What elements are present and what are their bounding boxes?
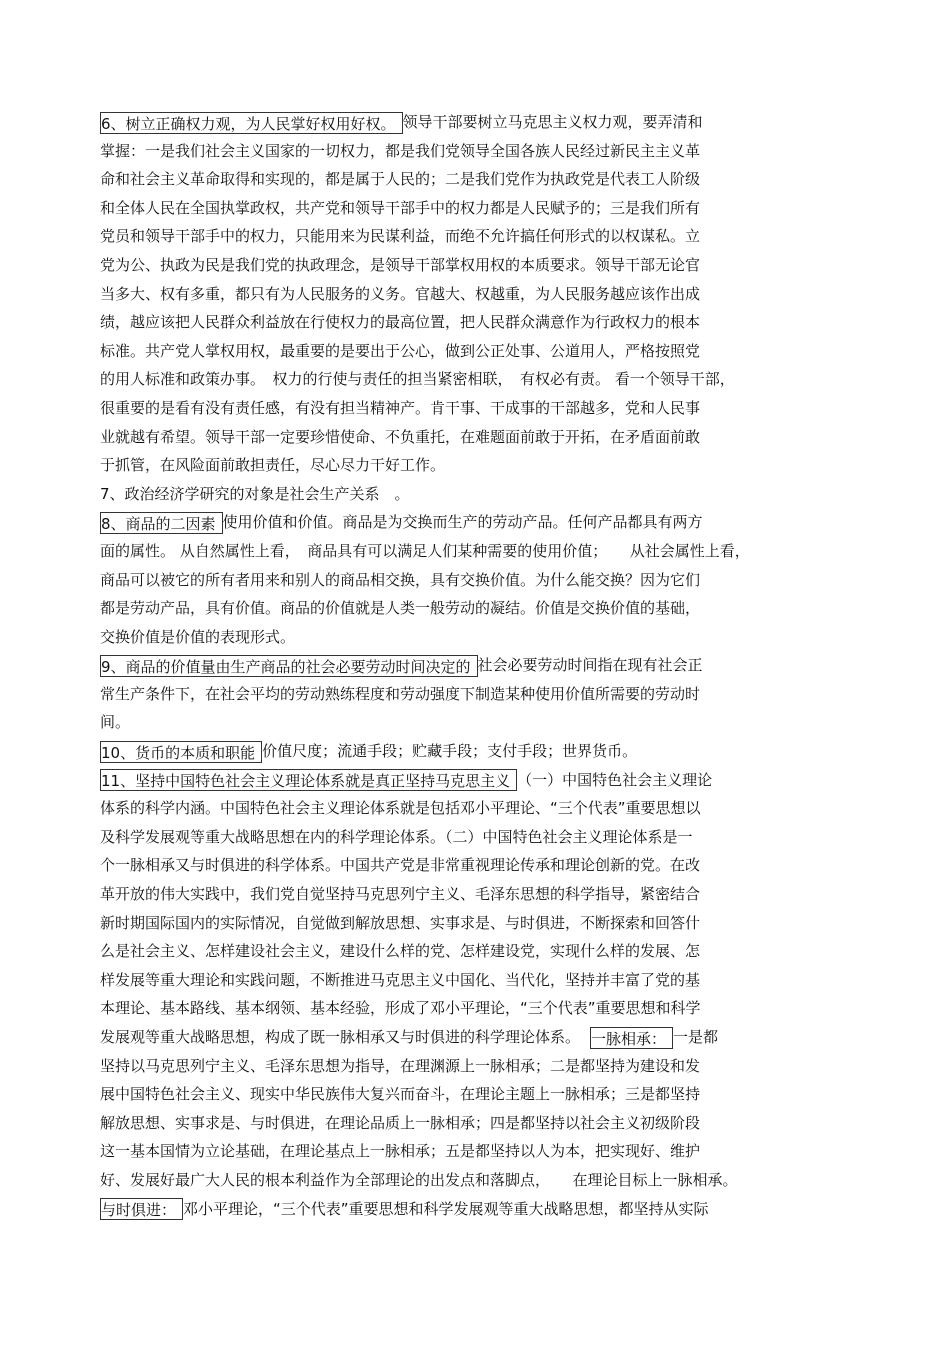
text-line <box>100 880 835 909</box>
line-text: 展中国特色社会主义、现实中华民族伟大复兴而奋斗，在理论主题上一脉相承；三是都坚持 <box>100 1085 701 1104</box>
line-text: 么是社会主义、怎样建设社会主义，建设什么样的党、怎样建设党，实现什么样的发展、怎 <box>100 942 701 961</box>
text-line <box>100 1166 835 1195</box>
text-line <box>100 623 835 652</box>
line-text: 样发展等重大理论和实践问题，不断推进马克思主义中国化、当代化，坚持并丰富了党的基 <box>100 970 701 989</box>
line-text: 当多大、权有多重，都只有为人民服务的义务。官越大、权越重，为人民服务越应该作出成 <box>100 284 701 303</box>
line-text: 解放思想、实事求是、与时俱进，在理论品质上一脉相承；四是都坚持以社会主义初级阶段 <box>100 1113 701 1132</box>
text-line <box>100 480 835 509</box>
text-line <box>100 794 835 823</box>
text-line <box>100 823 835 852</box>
line-text: 坚持以马克思列宁主义、毛泽东思想为指导，在理渊源上一脉相承；二是都坚持为建设和发 <box>100 1056 701 1075</box>
line-text: 很重要的是看有没有责任感，有没有担当精神产。肯干事、干成事的干部越多，党和人民事 <box>100 398 701 417</box>
boxed-heading: 8、商品的二因素 <box>100 512 223 534</box>
text-line <box>100 1109 835 1138</box>
text-line <box>100 651 835 680</box>
text-line <box>100 337 835 366</box>
text-line <box>100 365 835 394</box>
line-text: 本理论、基本路线、基本纲领、基本经验，形成了邓小平理论，“三个代表”重要思想和科学 <box>100 999 701 1018</box>
text-line <box>100 966 835 995</box>
line-text: 革开放的伟大实践中，我们党自觉坚持马克思列宁主义、毛泽东思想的科学指导，紧密结合 <box>100 885 701 904</box>
line-text: 和全体人民在全国执掌政权，共产党和领导干部手中的权力都是人民赋予的；三是我们所有 <box>100 198 701 217</box>
line-text: 的用人标准和政策办事。 权力的行使与责任的担当紧密相联， 有权必有责。 看一个领导干部， <box>100 370 735 389</box>
line-text: 邓小平理论，“三个代表”重要思想和科学发展观等重大战略思想，都坚持从实际 <box>183 1199 709 1218</box>
text-line <box>100 137 835 166</box>
text-line <box>100 165 835 194</box>
line-text: 标准。共产党人掌权用权，最重要的是要出于公心，做到公正处事、公道用人，严格按照党 <box>100 341 701 360</box>
text-line <box>100 251 835 280</box>
boxed-heading: 与时俱进： <box>100 1198 183 1220</box>
line-text: 业就越有希望。领导干部一定要珍惜使命、不负重托，在难题面前敢于开拓，在矛盾面前敢 <box>100 427 701 446</box>
line-text: 都是劳动产品，具有价值。商品的价值就是人类一般劳动的凝结。价值是交换价值的基础， <box>100 599 701 618</box>
text-line <box>100 308 835 337</box>
line-text: 党员和领导干部手中的权力，只能用来为民谋利益，而绝不允许搞任何形式的以权谋私。立 <box>100 227 701 246</box>
text-line <box>100 394 835 423</box>
text-line <box>100 1052 835 1081</box>
line-text: 于抓管，在风险面前敢担责任，尽心尽力干好工作。 <box>100 456 446 475</box>
line-text: 使用价值和价值。商品是为交换而生产的劳动产品。任何产品都具有两方 <box>222 513 703 532</box>
line-text: 绩，越应该把人民群众利益放在行使权力的最高位置，把人民群众满意作为行政权力的根本 <box>100 313 701 332</box>
text-line <box>100 508 835 537</box>
text-line <box>100 994 835 1023</box>
line-text: 这一基本国情为立论基础，在理论基点上一脉相承；五是都坚持以人为本，把实现好、维护 <box>100 1142 701 1161</box>
text-line <box>100 451 835 480</box>
line-text: 社会必要劳动时间指在现有社会正 <box>477 656 703 675</box>
boxed-heading: 6、树立正确权力观，为人民掌好权用好权。 <box>100 112 403 134</box>
text-line <box>100 766 835 795</box>
line-text: 交换价值是价值的表现形式。 <box>100 627 296 646</box>
line-text: 个一脉相承又与时俱进的科学体系。中国共产党是非常重视理论传承和理论创新的党。在改 <box>100 856 701 875</box>
text-line <box>100 1023 835 1052</box>
line-text: 发展观等重大战略思想，构成了既一脉相承又与时俱进的科学理论体系。 <box>100 1028 581 1046</box>
boxed-heading: 9、商品的价值量由生产商品的社会必要劳动时间决定的 <box>100 655 478 677</box>
text-line <box>100 680 835 709</box>
line-text: 间。 <box>100 713 131 732</box>
line-text: 及科学发展观等重大战略思想在内的科学理论体系。（二）中国特色社会主义理论体系是一 <box>100 827 693 846</box>
text-line <box>100 708 835 737</box>
text-line <box>100 937 835 966</box>
line-text: 面的属性。 从自然属性上看， 商品具有可以满足人们某种需要的使用价值； 从社会属性上看， <box>100 541 750 560</box>
text-line <box>100 280 835 309</box>
text-line <box>100 108 835 137</box>
text-line <box>100 1137 835 1166</box>
text-line <box>100 566 835 595</box>
boxed-heading: 11、坚持中国特色社会主义理论体系就是真正坚持马克思主义 <box>100 769 517 791</box>
text-line <box>100 222 835 251</box>
line-text: 新时期国际国内的实际情况，自觉做到解放思想、实事求是、与时俱进，不断探索和回答什 <box>100 913 701 932</box>
text-line <box>100 537 835 566</box>
line-text: 命和社会主义革命取得和实现的，都是属于人民的；二是我们党作为执政党是代表工人阶级 <box>100 170 701 189</box>
line-text: 一是都 <box>673 1028 719 1046</box>
line-text: 常生产条件下，在社会平均的劳动熟练程度和劳动强度下制造某种使用价值所需要的劳动时 <box>100 684 701 703</box>
line-text: 7、政治经济学研究的对象是社会生产关系 。 <box>100 484 410 503</box>
text-line <box>100 594 835 623</box>
text-line <box>100 1195 835 1224</box>
text-line <box>100 737 835 766</box>
line-text: 体系的科学内涵。中国特色社会主义理论体系就是包括邓小平理论、“三个代表”重要思想以 <box>100 799 701 818</box>
line-text: 党为公、执政为民是我们党的执政理念，是领导干部掌权用权的本质要求。领导干部无论官 <box>100 255 701 274</box>
text-line <box>100 423 835 452</box>
line-text: 领导干部要树立马克思主义权力观，要弄清和 <box>402 113 703 131</box>
text-line <box>100 909 835 938</box>
line-text: 价值尺度；流通手段；贮藏手段；支付手段；世界货币。 <box>262 742 638 761</box>
line-text: 掌握：一是我们社会主义国家的一切权力，都是我们党领导全国各族人民经过新民主主义革 <box>100 141 701 160</box>
line-text: 商品可以被它的所有者用来和别人的商品相交换，具有交换价值。为什么能交换？因为它们 <box>100 570 701 589</box>
text-line <box>100 194 835 223</box>
text-line <box>100 851 835 880</box>
line-text: 好、发展好最广大人民的根本利益作为全部理论的出发点和落脚点， 在理论目标上一脉相承。 <box>100 1170 738 1189</box>
document-body <box>100 108 835 1223</box>
line-text: （一）中国特色社会主义理论 <box>517 770 713 789</box>
boxed-heading: 一脉相承： <box>590 1027 673 1049</box>
boxed-heading: 10、货币的本质和职能 <box>100 741 262 763</box>
text-line <box>100 1080 835 1109</box>
